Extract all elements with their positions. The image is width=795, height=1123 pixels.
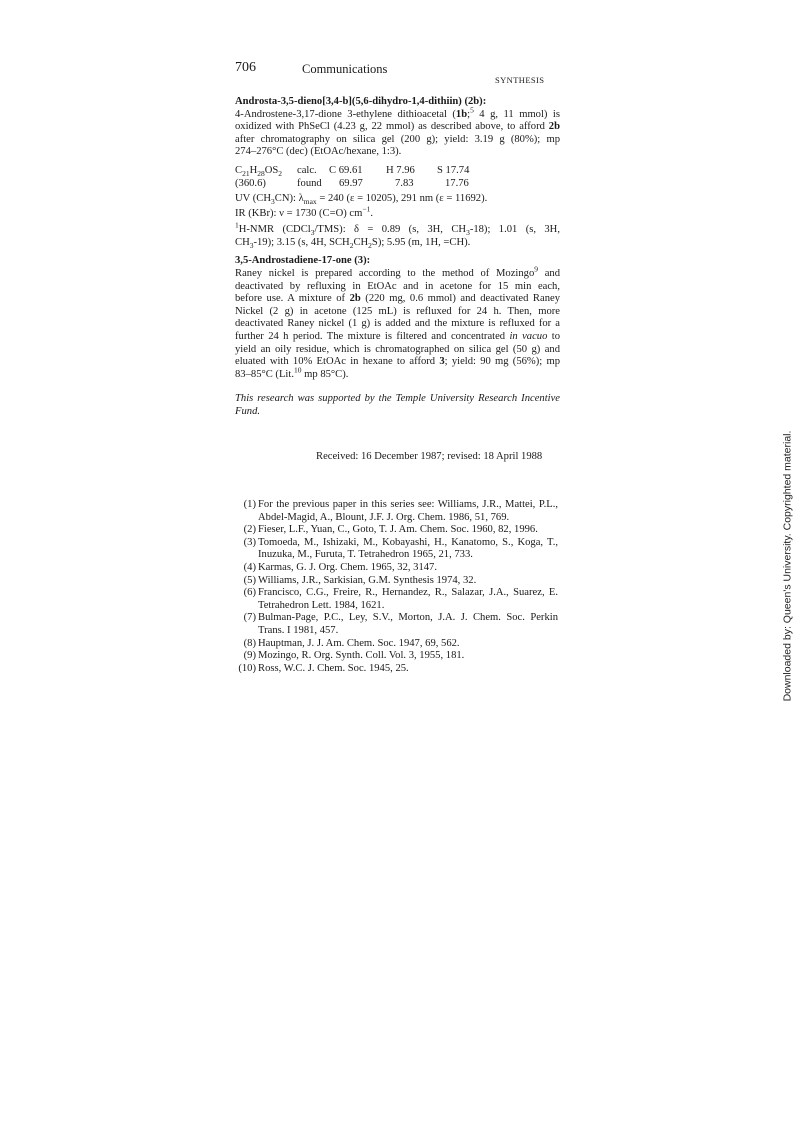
- received-dates: Received: 16 December 1987; revised: 18 April 1988: [316, 451, 543, 462]
- found-value-h: 7.83: [395, 177, 414, 189]
- download-notice: Downloaded by: Queen's University. Copyrighted material.: [781, 430, 794, 702]
- reference-item: (10) Ross, W.C. J. Chem. Soc. 1945, 25.: [238, 662, 409, 674]
- reference-item: (9) Mozingo, R. Org. Synth. Coll. Vol. 3, 1955, 181.: [243, 650, 465, 662]
- page-number: 706: [235, 60, 256, 75]
- reference-item: (6) Francisco, C.G., Freire, R., Hernandez, R., Salazar, J.A., Suarez, E. Tetrahedron Lett. 1984, 1621.: [243, 587, 558, 611]
- journal-name: SYNTHESIS: [495, 75, 545, 85]
- download-watermark: [782, 406, 795, 726]
- compound-2b-heading: Androsta-3,5-dieno[3,4-b](5,6-dihydro-1,4-dithiin) (2b):: [235, 96, 487, 107]
- calc-label: calc.: [297, 165, 317, 176]
- compound-3-heading: 3,5-Androstadiene-17-one (3):: [235, 255, 371, 266]
- section-title: Communications: [302, 62, 388, 76]
- molecular-weight: (360.6): [235, 177, 266, 189]
- compound-2b-procedure: 4-Androstene-3,17-dione 3-ethylene dithioacetal (1b;$^5$ 4 g, 11 mmol) is oxidized with PhSeCl (4.23 g, 22 mmol) as described above, to afford 2b after chromatography on silica gel (200 g); yield: 3.19 g (80%); mp 274–276°C (dec) (EtOAc/hexane, 1:3).: [235, 105, 561, 158]
- compound-3-procedure: Raney nickel is prepared according to the method of Mozingo$^9$ and deactivated by refluxing in EtOAc and in acetone for 15 min each, before use. A mixture of 2b (220 mg, 0.6 mmol) and deactivated Raney Nickel (2 g) in acetone (125 mL) is refluxed for 24 h. Then, more deactivated Raney nickel (1 g) is added and the mixture is refluxed for a further 24 h period. The mixture is filtered and concentrated in vacuo to yield an oily residue, which is chromatographed on silica gel (50 g) and eluated with 10% EtOAc in hexane to afford 3; yield: 90 mg (56%); mp 83–85°C (Lit.$^{10}$ mp 85°C).: [235, 264, 561, 380]
- reference-item: (3) Tomoeda, M., Ishizaki, M., Kobayashi, H., Kanatomo, S., Koga, T., Inuzuka, M., Furuta, T. Tetrahedron 1965, 21, 733.: [243, 536, 558, 561]
- ir-data: IR (KBr): ν = 1730 (C=O) $cm^{-1}$.: [235, 204, 374, 219]
- reference-item: (4) Karmas, G. J. Org. Chem. 1965, 32, 3147.: [243, 561, 438, 573]
- found-value-c: 69.97: [339, 177, 363, 189]
- acknowledgement: This research was supported by the Temple University Research Incentive Fund.: [235, 393, 560, 417]
- reference-item: (2) Fieser, L.F., Yuan, C., Goto, T. J. Am. Chem. Soc. 1960, 82, 1996.: [243, 524, 538, 536]
- found-value-s: 17.76: [445, 177, 469, 189]
- calc-value-h: H 7.96: [386, 165, 415, 176]
- reference-item: (8) Hauptman, J. J. Am. Chem. Soc. 1947, 69, 562.: [243, 637, 460, 649]
- molecular-formula: $C_{21}H_{28}OS_2$: [235, 165, 283, 179]
- reference-item: (1) For the previous paper in this series see: Williams, J.R., Mattei, P.L., Abdel-Magid, A., Blount, J.F. J. Org. Chem. 1986, 51, 769.: [243, 499, 558, 523]
- elemental-analysis: [235, 165, 560, 190]
- calc-value-c: C 69.61: [329, 165, 363, 176]
- reference-item: (5) Williams, J.R., Sarkisian, G.M. Synthesis 1974, 32.: [243, 574, 477, 586]
- found-label: found: [297, 177, 322, 189]
- reference-item: (7) Bulman-Page, P.C., Ley, S.V., Morton, J.A. J. Chem. Soc. Perkin Trans. I 1981, 457.: [243, 612, 558, 636]
- references-list: [236, 499, 558, 675]
- calc-value-s: S 17.74: [437, 165, 470, 176]
- uv-data: UV $(CH_3CN)$: $\lambda_{max} = 240$ (ε = 10205), 291 nm (ε = 11692).: [235, 193, 488, 207]
- nmr-data: $^1$H-NMR (CDCl$_3$/TMS): δ = 0.89 (s, 3H, $CH_3-18$); 1.01 (s, 3H, $CH_3-19$); 3.15 (s, 4H, $SCH_2CH_2S$); 5.95 (m, 1H, =CH).: [235, 220, 560, 250]
